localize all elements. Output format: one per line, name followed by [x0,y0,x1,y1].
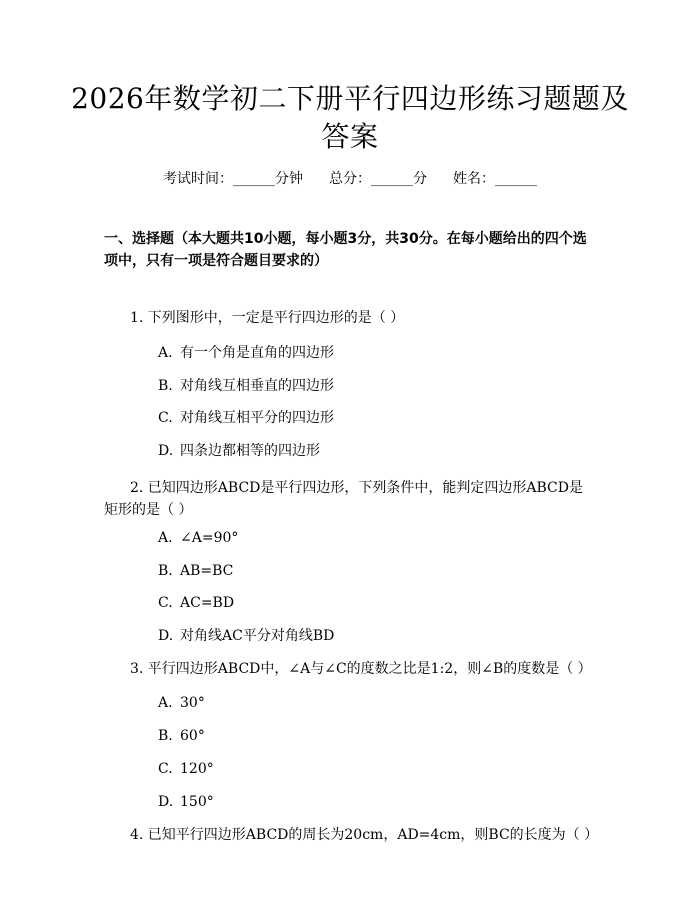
exam-info [0,168,700,188]
option-text: 60° [180,728,205,744]
total-score: 总分：______分 [329,171,427,187]
section-heading: 一、选择题（本大题共10小题，每小题3分，共30分。在每小题给出的四个选项中，只有一项是符合题目要求的） [104,231,587,269]
option-letter: B. [158,378,173,394]
option-letter: C. [158,595,173,611]
exam-time: 考试时间：______分钟 [163,171,303,187]
option-letter: C. [158,761,173,777]
option-text: 150° [180,794,214,810]
question-3-option-d [158,791,214,813]
question-3-option-b [158,725,205,747]
question-3: 3. 平行四边形ABCD中，∠A与∠C的度数之比是1:2，则∠B的度数是（ ） [130,661,592,677]
option-text: 有一个角是直角的四边形 [180,345,334,361]
option-letter: B. [158,728,173,744]
option-text: 对角线互相平分的四边形 [180,410,334,426]
option-letter: B. [158,563,173,579]
option-text: 四条边都相等的四边形 [180,443,320,459]
question-1-option-d [158,440,320,462]
student-name: 姓名：______ [453,171,537,187]
option-text: 120° [180,761,214,777]
option-text: AB=BC [180,563,234,579]
option-letter: D. [158,443,174,459]
question-2-option-c [158,592,234,614]
question-1-option-b [158,375,334,397]
question-4: 4. 已知平行四边形ABCD的周长为20cm，AD=4cm，则BC的长度为（ ） [130,827,599,843]
question-3-option-c [158,758,214,780]
option-text: 对角线互相垂直的四边形 [180,378,334,394]
option-text: ∠A=90° [180,530,239,546]
document-title: 2026年数学初二下册平行四边形练习题题及答案 [71,82,629,153]
question-1-option-a [158,342,334,364]
question-3-option-a [158,692,205,714]
question-1-option-c [158,407,334,429]
option-letter: D. [158,628,174,644]
option-letter: A. [158,530,173,546]
question-2-option-b [158,560,233,582]
question-2: 2. 已知四边形ABCD是平行四边形，下列条件中，能判定四边形ABCD是矩形的是（ ） [104,480,583,518]
option-letter: A. [158,695,173,711]
question-1: 1. 下列图形中，一定是平行四边形的是（ ） [130,310,405,326]
option-letter: C. [158,410,173,426]
option-text: 对角线AC平分对角线BD [180,628,335,644]
option-text: AC=BD [180,595,235,611]
question-2-option-a [158,527,238,549]
option-letter: D. [158,794,174,810]
question-2-option-d [158,625,334,647]
option-letter: A. [158,345,173,361]
option-text: 30° [180,695,205,711]
